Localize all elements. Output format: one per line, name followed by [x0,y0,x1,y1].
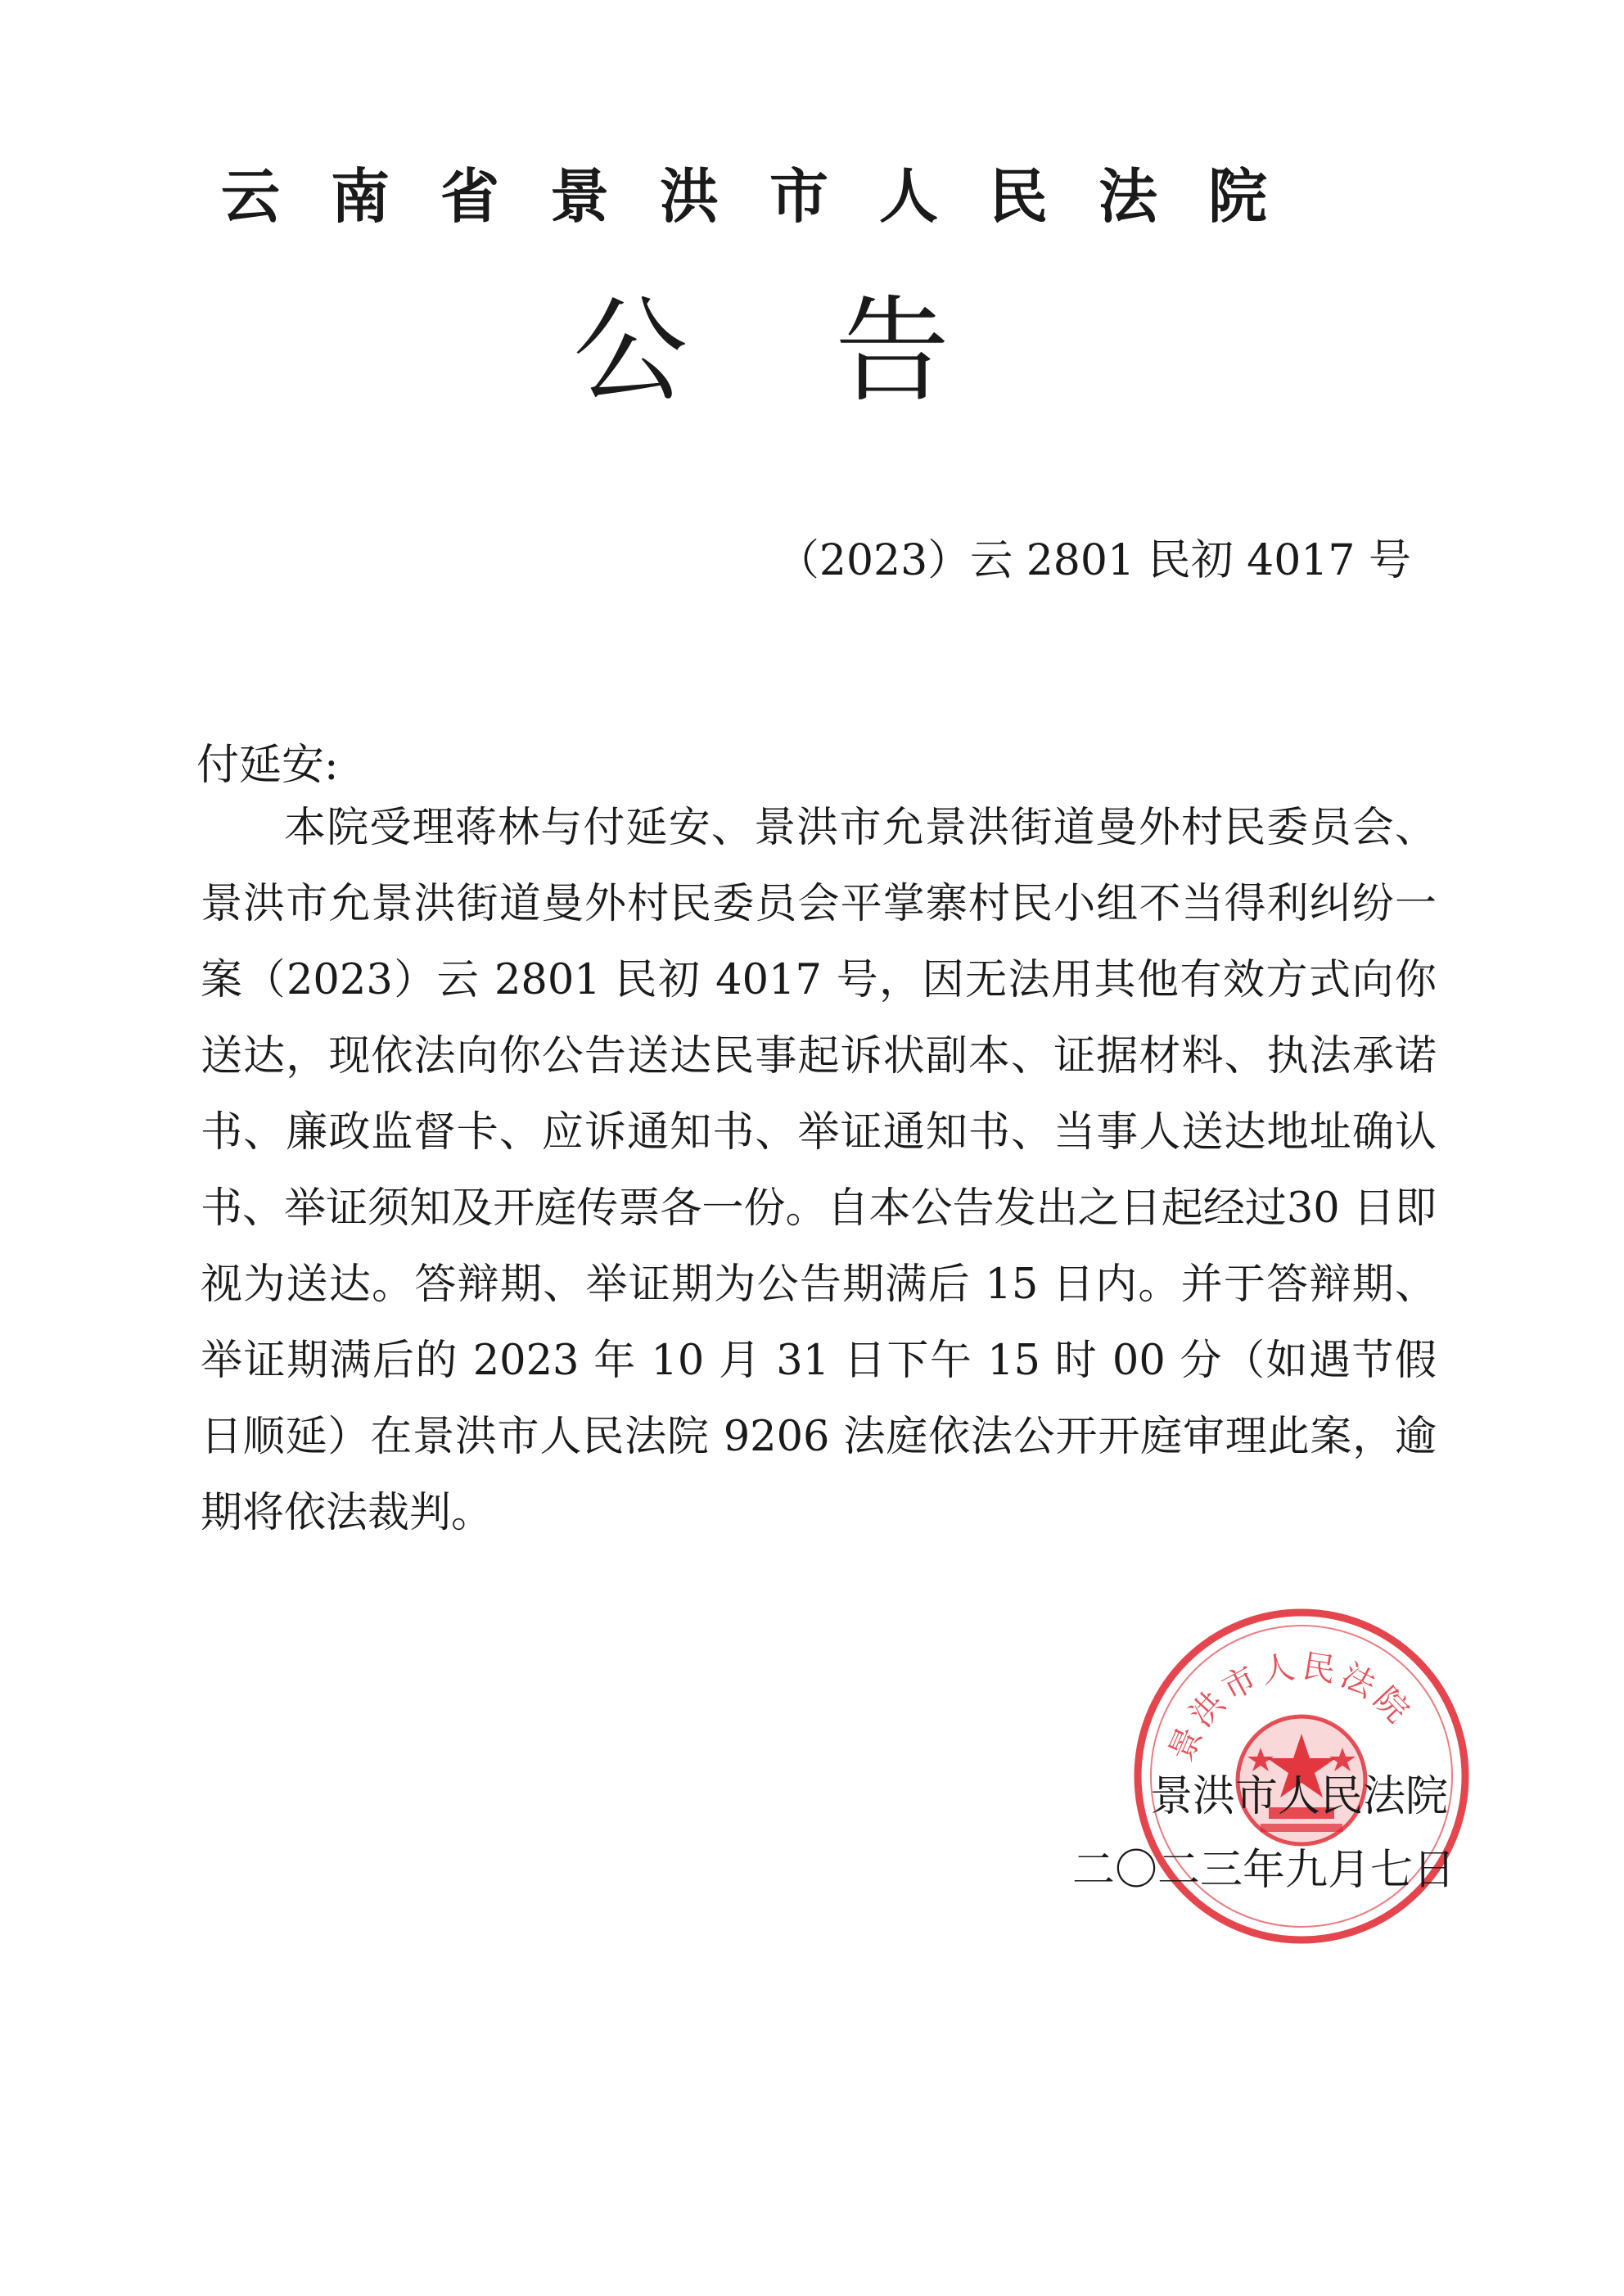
addressee: 付延安: [196,741,339,790]
court-name-heading: 云南省景洪市人民法院 [221,162,1319,231]
document-title: 公告 [573,285,1098,418]
signature-date: 二〇二三年九月七日 [1072,1846,1456,1895]
case-number: （2023）云 2801 民初 4017 号 [776,536,1411,585]
signature-court: 景洪市人民法院 [1150,1772,1449,1821]
notice-body: 本院受理蒋林与付延安、景洪市允景洪街道曼外村民委员会、景洪市允景洪街道曼外村民委员会平掌寨村民小组不当得利纠纷一案（2023）云 2801 民初 4017 号，因无法用其他有效方式向你送达，现依法向你公告送达民事起诉状副本、证据材料、执法承诺书、廉政监督卡、应诉通知书、举证通知书、当事人送达地址确认书、举证须知及开庭传票各一份。自本公告发出之日起经过30 日即视为送达。答辩期、举证期为公告期满后 15 日内。并于答辩期、举证期满后的 2023 年 10 月 31 日下午 15 时 00 分（如遇节假日顺延）在景洪市人民法院 9206 法庭依法公开开庭审理此案，逾期将依法裁判。 [201,804,1437,1537]
svg-text:景洪市人民法院: 景洪市人民法院 [1162,1647,1420,1767]
